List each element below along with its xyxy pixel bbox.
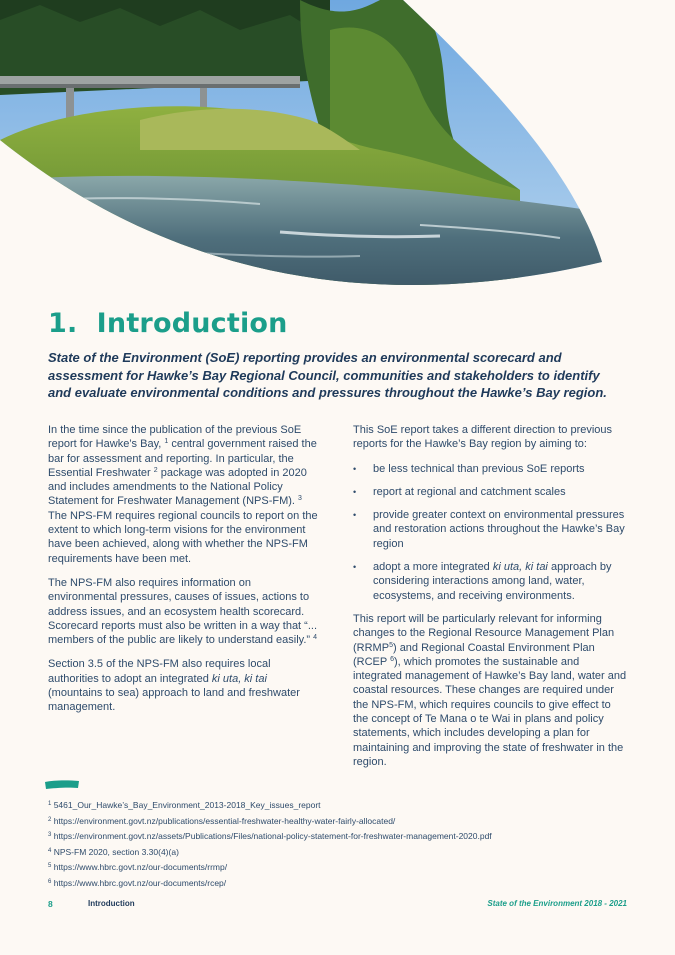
footnote-ref: 3 [298,495,302,503]
footnote-divider [44,778,80,790]
aims-list [353,462,628,603]
footer-section-name: Introduction [88,899,135,908]
list-item: • report at regional and catchment scales [353,485,628,499]
left-paragraph-2: The NPS-FM also requires information on environmental pressures, causes of issues, actions to address issues, and an ecosystem health scorecard. Scorecard reports must also be written in a way that “... members of the public are likely to understand easily.” $^4$ [48,576,318,647]
footnote: $^4$ NPS-FM 2020, section 3.30(4)(a) [48,846,179,857]
footnote: $^1$ 5461_Our_Hawke’s_Bay_Environment_2013-2018_Key_issues_report [48,800,321,810]
right-intro: This SoE report takes a different direction to previous reports for the Hawke’s Bay region by aiming to: [353,424,613,451]
footnote-ref: 5 [389,641,393,649]
footnote: $^6$ https://www.hbrc.govt.nz/our-documents/rcep/ [48,877,227,888]
footnotes [48,798,628,891]
left-paragraph-1: In the time since the publication of the previous SoE report for Hawke’s Bay, $^1$ central government raised the bar for assessment and reporting. In particular, the Essential Freshwater $^2$ package was adopted in 2020 and includes amendments to the National Policy Statement for Freshwater Management (NPS-FM). $^3$ The NPS-FM requires regional councils to report on the extent to which long-term visions for the environment have been achieved, along with whether the NPS-FM requirements have been met. [48,424,318,565]
footnote: $^3$ https://environment.govt.nz/assets/Publications/Files/national-policy-statement-for-freshwater-management-2020.pdf [48,831,492,841]
lead-paragraph: State of the Environment (SoE) reporting provides an environmental scorecard and assessment for Hawke’s Bay Regional Council, communities and stakeholders to identify and evaluate environmental conditions and pressures throughout the Hawke’s Bay region. [48,350,607,400]
list-item: • provide greater context on environmental pressures and restoration actions throughout the Hawke’s Bay region [353,508,628,551]
left-paragraph-3: Section 3.5 of the NPS-FM also requires local authorities to adopt an integrated ki uta, ki tai (mountains to sea) approach to land and freshwater management. [48,658,300,714]
section-title: Introduction [96,308,288,339]
footnote-ref: 2 [153,466,158,474]
footnote-ref: 1 [164,438,169,446]
right-paragraph-2: This report will be particularly relevant for informing changes to the Regional Resource Management Plan (RRMP$^5$) and Regional Coastal Environment Plan (RCEP $^6$), which promotes the sustainable and integrated management of Hawke’s Bay land, water and coastal resources. These changes are required under the NPS-FM, which requires councils to give effect to the concept of Te Mana o te Wai in plans and policy statements, which includes developing a plan for maintaining and improving the state of freshwater in the region. [353,612,627,768]
footnote-ref: 6 [390,655,394,663]
section-number: 1. [48,308,78,339]
left-column [48,423,320,725]
page-number: 8 [48,899,53,909]
footnote: $^2$ https://environment.govt.nz/publications/essential-freshwater-healthy-water-fairly-allocated/ [48,815,396,826]
footnote-ref: 4 [313,634,318,642]
footer-publication-title: State of the Environment 2018 - 2021 [487,899,627,908]
footnote: $^5$ https://www.hbrc.govt.nz/our-documents/rrmp/ [48,862,228,872]
list-item: • adopt a more integrated ki uta, ki tai approach by considering interactions among land, water, ecosystems, and receiving environments. [353,560,628,603]
hero-river-photo [0,0,675,300]
page-heading [48,308,288,339]
list-item: • be less technical than previous SoE reports [353,462,628,476]
right-column [353,423,628,779]
